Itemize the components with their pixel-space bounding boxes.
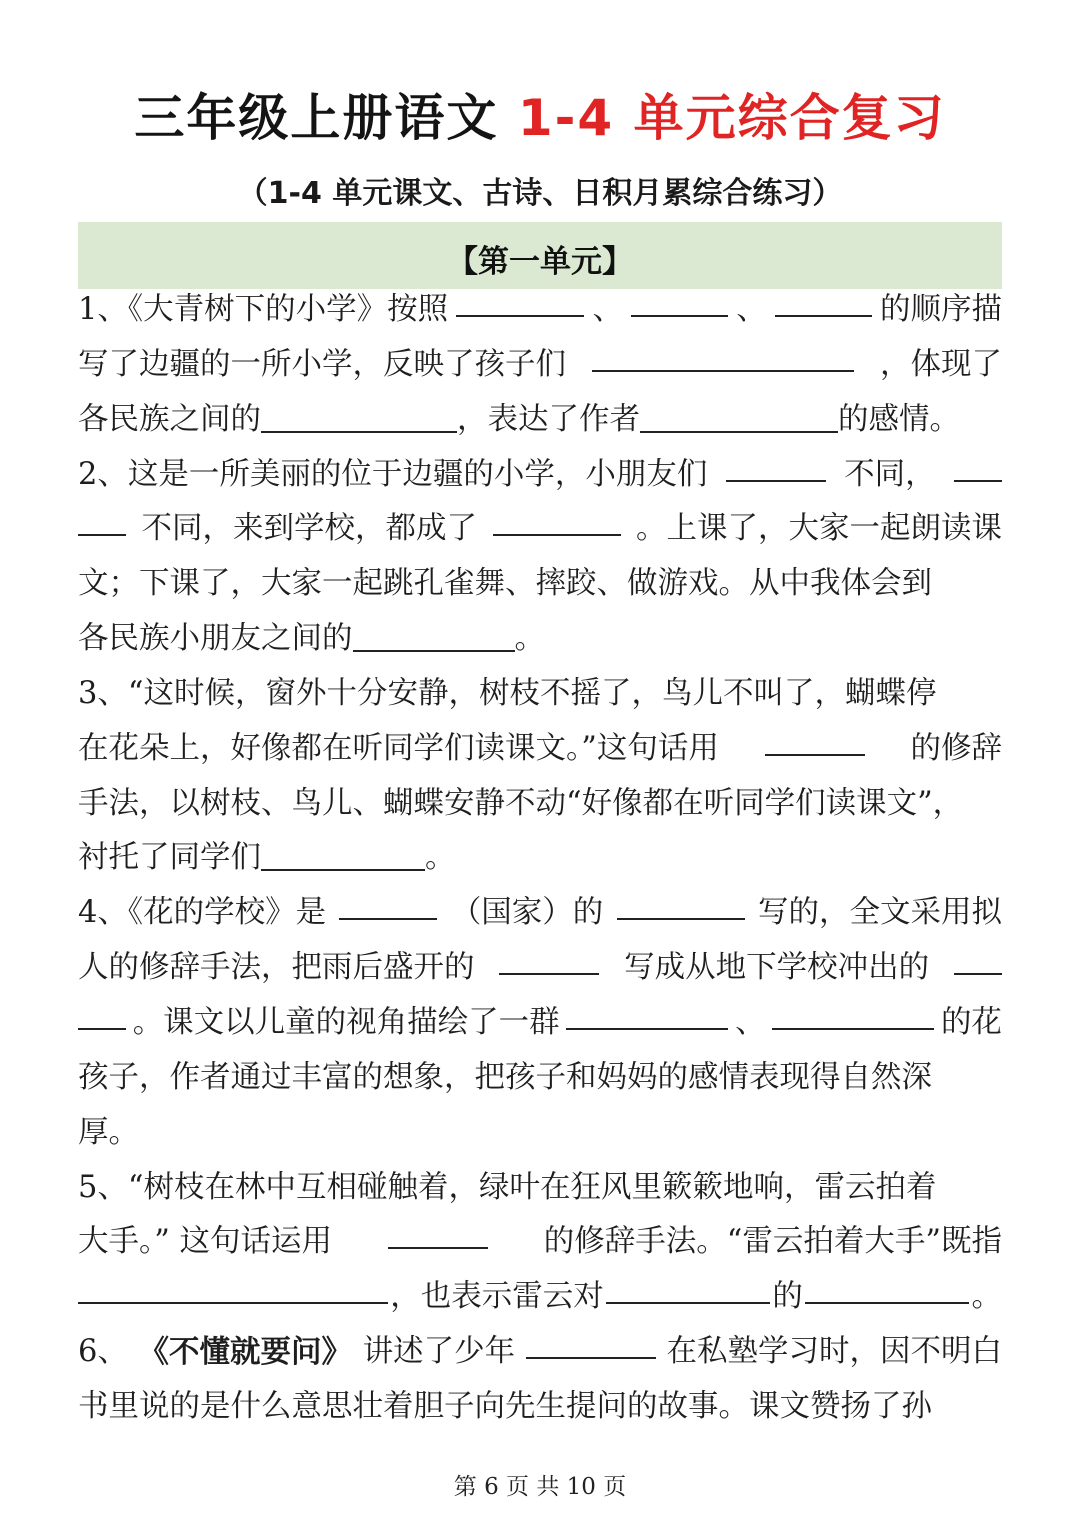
answer-blank[interactable] bbox=[592, 338, 854, 372]
question-3-line-3 bbox=[78, 777, 1002, 832]
page-subtitle: （1-4 单元课文、古诗、日积月累综合练习） bbox=[237, 176, 843, 211]
answer-blank[interactable] bbox=[606, 1270, 770, 1304]
answer-blank[interactable] bbox=[78, 996, 126, 1030]
question-5-line-3 bbox=[78, 1270, 1002, 1325]
answer-blank[interactable] bbox=[726, 448, 826, 482]
answer-blank[interactable] bbox=[640, 399, 838, 433]
question-4-line-4 bbox=[78, 1051, 1002, 1106]
text: 的花 bbox=[940, 1004, 1002, 1040]
answer-blank[interactable] bbox=[631, 283, 728, 317]
question-1-line-1 bbox=[78, 283, 1002, 338]
text: 不同， bbox=[844, 456, 936, 492]
question-5-line-1 bbox=[78, 1161, 1002, 1216]
title-black: 三年级上册语文 bbox=[134, 89, 499, 147]
text: ，也表示雷云对 bbox=[390, 1279, 604, 1315]
page-number: 第 6 页 共 10 页 bbox=[453, 1474, 627, 1500]
question-2-line-3 bbox=[78, 557, 1002, 612]
text: 各民族小朋友之间的 bbox=[78, 621, 353, 657]
text: 在花朵上，好像都在听同学们读课文。”这句话用 bbox=[78, 730, 719, 766]
answer-blank[interactable] bbox=[261, 399, 457, 433]
answer-blank[interactable] bbox=[775, 283, 872, 317]
question-1-line-3 bbox=[78, 393, 1002, 448]
answer-blank[interactable] bbox=[526, 1325, 656, 1359]
question-1-line-2 bbox=[78, 338, 1002, 393]
question-2-line-2 bbox=[78, 502, 1002, 557]
question-2-line-4 bbox=[78, 612, 1002, 667]
text: 手法，以树枝、鸟儿、蝴蝶安静不动“好像都在听同学们读课文”， bbox=[78, 785, 964, 821]
text: 。 bbox=[425, 840, 456, 876]
text: 人的修辞手法，把雨后盛开的 bbox=[78, 950, 475, 986]
text: 各民族之间的 bbox=[78, 401, 261, 437]
text: 、 bbox=[735, 1004, 766, 1040]
text: 。 bbox=[971, 1279, 1002, 1315]
answer-blank[interactable] bbox=[765, 722, 865, 756]
answer-blank[interactable] bbox=[339, 886, 437, 920]
text: 文；下课了，大家一起跳孔雀舞、摔跤、做游戏。从中我体会到 bbox=[78, 566, 932, 602]
text: 。上课了，大家一起朗读课 bbox=[636, 511, 1002, 547]
text: 书里说的是什么意思壮着胆子向先生提问的故事。课文赞扬了孙 bbox=[78, 1388, 932, 1424]
question-3-line-4 bbox=[78, 831, 1002, 886]
question-4-line-3 bbox=[78, 996, 1002, 1051]
text: 、 bbox=[736, 292, 767, 327]
text: 、 bbox=[592, 292, 623, 327]
question-3-line-1 bbox=[78, 667, 1002, 722]
text: 6、 bbox=[78, 1334, 128, 1370]
answer-blank[interactable] bbox=[566, 996, 728, 1030]
text: 1、《大青树下的小学》按照 bbox=[78, 292, 449, 327]
lesson-title: 《不懂就要问》 bbox=[138, 1334, 353, 1371]
text: 写的，全文采用拟 bbox=[757, 895, 1002, 931]
text: 的修辞 bbox=[910, 730, 1002, 766]
worksheet-body bbox=[78, 283, 1002, 1435]
section-header-band bbox=[78, 222, 1002, 289]
text: 孩子，作者通过丰富的想象，把孩子和妈妈的感情表现得自然深 bbox=[78, 1059, 932, 1095]
answer-blank[interactable] bbox=[499, 941, 599, 975]
question-4-line-1 bbox=[78, 886, 1002, 941]
text: 的顺序描 bbox=[880, 292, 1002, 327]
answer-blank[interactable] bbox=[954, 941, 1002, 975]
section-label: 【第一单元】 bbox=[447, 244, 633, 280]
answer-blank[interactable] bbox=[805, 1270, 969, 1304]
text: 写成从地下学校冲出的 bbox=[624, 950, 930, 986]
answer-blank[interactable] bbox=[353, 618, 515, 652]
text: 大手。” 这句话运用 bbox=[78, 1224, 333, 1260]
answer-blank[interactable] bbox=[772, 996, 934, 1030]
title-red: 1-4 单元综合复习 bbox=[517, 89, 946, 147]
text: 。 bbox=[514, 621, 545, 657]
question-3-line-2 bbox=[78, 722, 1002, 777]
answer-blank[interactable] bbox=[78, 1270, 388, 1304]
question-4-line-2 bbox=[78, 941, 1002, 996]
question-2-line-1 bbox=[78, 448, 1002, 503]
answer-blank[interactable] bbox=[456, 283, 584, 317]
text: ，表达了作者 bbox=[457, 401, 640, 437]
text: 5、“树枝在林中互相碰触着，绿叶在狂风里簌簌地响，雷云拍着 bbox=[78, 1169, 937, 1205]
text: 的感情。 bbox=[838, 401, 960, 437]
text: 的 bbox=[772, 1279, 803, 1315]
text: ，体现了 bbox=[880, 346, 1002, 382]
answer-blank[interactable] bbox=[261, 837, 425, 871]
question-4-line-5 bbox=[78, 1106, 1002, 1161]
question-5-line-2 bbox=[78, 1215, 1002, 1270]
text: 不同，来到学校，都成了 bbox=[141, 511, 477, 547]
answer-blank[interactable] bbox=[617, 886, 745, 920]
text: 讲述了少年 bbox=[362, 1334, 516, 1370]
question-6-line-2 bbox=[78, 1380, 1002, 1435]
text: 衬托了同学们 bbox=[78, 840, 261, 876]
text: 4、《花的学校》是 bbox=[78, 895, 327, 931]
question-6-line-1 bbox=[78, 1325, 1002, 1380]
text: 的修辞手法。“雷云拍着大手”既指 bbox=[543, 1224, 1002, 1260]
text: 在私塾学习时，因不明白 bbox=[666, 1334, 1002, 1370]
text: （国家）的 bbox=[450, 895, 604, 931]
text: 2、这是一所美丽的位于边疆的小学，小朋友们 bbox=[78, 456, 708, 492]
answer-blank[interactable] bbox=[493, 502, 621, 536]
answer-blank[interactable] bbox=[954, 448, 1002, 482]
answer-blank[interactable] bbox=[78, 502, 126, 536]
text: 写了边疆的一所小学，反映了孩子们 bbox=[78, 346, 566, 382]
page-title bbox=[0, 78, 1080, 150]
text: 厚。 bbox=[78, 1114, 139, 1150]
text: 3、“这时候，窗外十分安静，树枝不摇了，鸟儿不叫了，蝴蝶停 bbox=[78, 675, 937, 711]
text: 。课文以儿童的视角描绘了一群 bbox=[132, 1004, 560, 1040]
answer-blank[interactable] bbox=[388, 1215, 488, 1249]
